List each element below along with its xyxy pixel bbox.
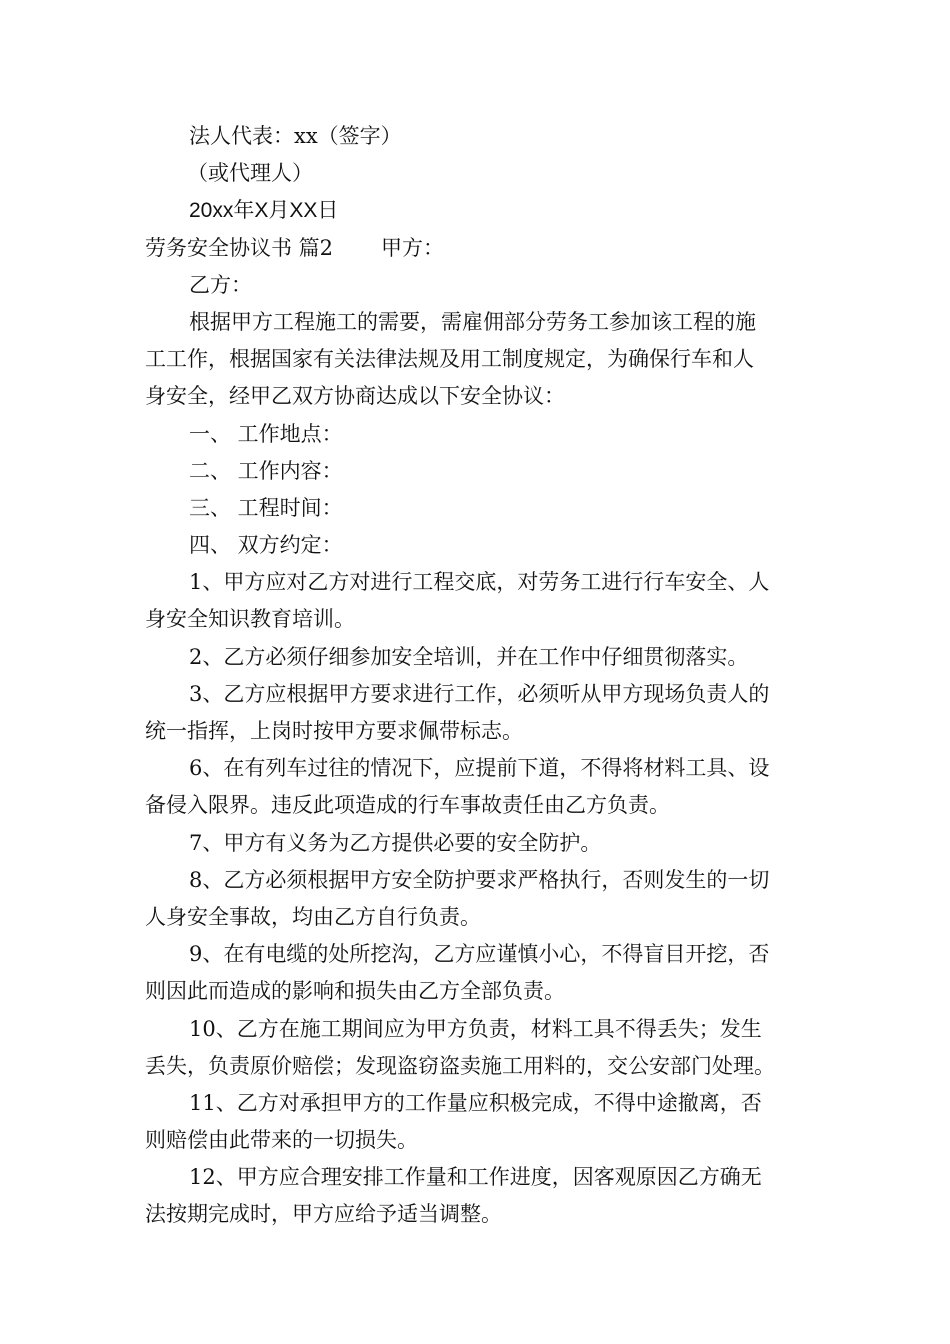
clause-line: 丢失，负责原价赔偿；发现盗窃盗卖施工用料的，交公安部门处理。 — [145, 1053, 775, 1078]
clause-line: 3、乙方应根据甲方要求进行工作，必须听从甲方现场负责人的 — [189, 681, 770, 706]
signature-date: 20xx年X月XX日 — [189, 199, 339, 223]
clause-line: 2、乙方必须仔细参加安全培训，并在工作中仔细贯彻落实。 — [189, 644, 749, 669]
clause-line: 备侵入限界。违反此项造成的行车事故责任由乙方负责。 — [145, 793, 670, 818]
clause-3 — [145, 676, 807, 750]
clause-line: 统一指挥，上岗时按甲方要求佩带标志。 — [145, 719, 523, 743]
section-mutual-agreement: 四、 双方约定： — [189, 533, 343, 558]
clause-1 — [145, 564, 807, 638]
clause-2 — [145, 639, 807, 676]
clause-11 — [145, 1085, 807, 1159]
section-work-location: 一、 工作地点： — [189, 421, 343, 446]
clause-line: 6、在有列车过往的情况下，应提前下道，不得将材料工具、设 — [189, 756, 770, 781]
clause-8 — [145, 862, 807, 936]
doc-title-row — [145, 230, 807, 267]
document-page — [145, 118, 807, 1234]
intro-line: 根据甲方工程施工的需要，需雇佣部分劳务工参加该工程的施 — [189, 309, 756, 334]
party-a-label: 甲方： — [381, 235, 445, 260]
clause-line: 11、乙方对承担甲方的工作量应积极完成，不得中途撤离，否 — [189, 1090, 762, 1115]
section-work-content: 二、 工作内容： — [189, 458, 343, 483]
clause-line: 8、乙方必须根据甲方安全防护要求严格执行，否则发生的一切 — [189, 867, 770, 892]
clause-line: 则赔偿由此带来的一切损失。 — [145, 1128, 418, 1153]
clause-line: 身安全知识教育培训。 — [145, 607, 355, 632]
section-work-time: 三、 工程时间： — [189, 495, 343, 520]
clause-6 — [145, 750, 807, 824]
clause-line: 人身安全事故，均由乙方自行负责。 — [145, 904, 481, 929]
agent-line: （或代理人） — [187, 161, 313, 186]
clause-9 — [145, 936, 807, 1010]
legal-rep-signature: 法人代表：xx（签字） — [189, 124, 402, 148]
intro-line: 工工作，根据国家有关法律法规及用工制度规定，为确保行车和人 — [145, 347, 754, 372]
clause-12 — [145, 1159, 807, 1233]
clause-line: 10、乙方在施工期间应为甲方负责，材料工具不得丢失；发生 — [189, 1016, 762, 1041]
clause-7 — [145, 825, 807, 862]
clause-line: 9、在有电缆的处所挖沟，乙方应谨慎小心，不得盲目开挖，否 — [189, 942, 770, 967]
doc-title: 劳务安全协议书 篇2 — [145, 235, 334, 260]
clause-line: 则因此而造成的影响和损失由乙方全部负责。 — [145, 979, 565, 1004]
clause-line: 法按期完成时，甲方应给予适当调整。 — [145, 1202, 502, 1227]
intro-paragraph — [145, 304, 807, 416]
clause-line: 1、甲方应对乙方对进行工程交底，对劳务工进行行车安全、人 — [189, 570, 770, 595]
clause-line: 7、甲方有义务为乙方提供必要的安全防护。 — [189, 830, 602, 855]
party-b-label: 乙方： — [189, 272, 252, 297]
clause-line: 12、甲方应合理安排工作量和工作进度，因客观原因乙方确无 — [189, 1165, 762, 1190]
clause-10 — [145, 1011, 807, 1085]
intro-line: 身安全，经甲乙双方协商达成以下安全协议： — [145, 384, 565, 409]
